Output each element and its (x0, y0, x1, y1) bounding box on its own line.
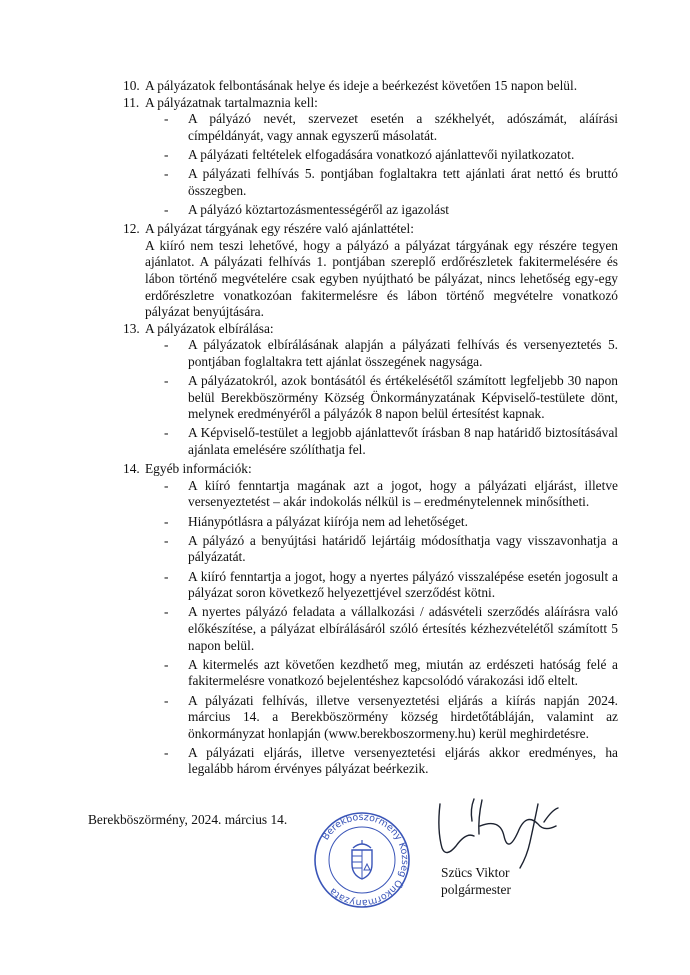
bullet-item (164, 425, 618, 458)
section-13 (123, 321, 618, 459)
section-14 (123, 461, 618, 778)
bullet-text: A pályázó nevét, szervezet esetén a székhelyét, adószámát, aláírási címpéldányát, vagy annak egyszerű másolatát. (188, 111, 618, 143)
section-11 (123, 95, 618, 219)
bullet-text: A Képviselő-testület a legjobb ajánlattevőt írásban 8 nap határidő biztosításával ajánlata emelésére szólíthatja fel. (188, 425, 618, 458)
bullet-text: A pályázatok elbírálásának alapján a pályázati felhívás és versenyeztetés 5. pontjában foglaltakra tett ajánlat összegének nagysága. (188, 337, 618, 369)
dash-bullet-icon: - (164, 201, 169, 217)
bullet-text: A pályázó köztartozásmentességéről az igazolást (188, 201, 450, 217)
dash-bullet-icon: - (164, 532, 169, 548)
section-number: 10. (123, 78, 140, 93)
bullet-text: A kiíró fenntartja magának azt a jogot, hogy a pályázati eljárást, illetve versenyeztetést – akár indokolás nélkül is – eredménytelennek minősítheti. (188, 477, 618, 510)
section-12 (123, 221, 618, 321)
dash-bullet-icon: - (164, 337, 169, 353)
coat-of-arms-icon (352, 840, 372, 879)
section-title: Egyéb információk: (145, 461, 252, 477)
bullet-text: A pályázati feltételek elfogadására vonatkozó ajánlattevői nyilatkozatot. (188, 146, 575, 162)
bullet-item (164, 202, 618, 219)
document-body (123, 78, 618, 781)
bullet-item (164, 657, 618, 690)
dash-bullet-icon: - (164, 425, 169, 441)
bullet-item (164, 533, 618, 566)
dash-bullet-icon: - (164, 477, 169, 493)
bullet-text: A pályázati felhívás, illetve versenyeztetési eljárás a kiírás napján 2024. március 14. a Berekböszörmény község hirdetőtábláján, valamint az önkormányzat honlapján (www.berekboszormeny.hu) kerül meghirdetésre. (188, 692, 618, 741)
section-heading (123, 321, 618, 338)
dash-bullet-icon: - (164, 166, 169, 182)
section-heading (123, 78, 618, 95)
bullet-item (164, 166, 618, 199)
bullet-item (164, 745, 618, 778)
bullet-item (164, 111, 618, 144)
section-number: 12. (123, 221, 140, 237)
bullet-text: A nyertes pályázó feladata a vállalkozási / adásvételi szerződés aláírásra való előkészítése, a pályázat elbírálásáról szóló értesítés kézhezvételétől számított 5 napon belül. (188, 604, 618, 653)
stamp-ring-text: Berekböszörmény Község Önkormányzata (320, 811, 411, 909)
bullet-text: A kiíró fenntartja a jogot, hogy a nyertes pályázó visszalépése esetén jogosult a pályázat soron következő helyezettjével szerződést kötni. (188, 568, 618, 601)
section-title: A pályázatok felbontásának helye és ideje a beérkezést követően 15 napon belül. (145, 78, 578, 93)
official-stamp (312, 810, 412, 910)
bullet-item (164, 147, 618, 164)
place-and-date: Berekböszörmény, 2024. március 14. (88, 812, 288, 827)
bullet-text: A pályázatokról, azok bontásától és értékelésétől számított legfeljebb 30 napon belül Berekböszörmény Község Önkormányzatának Képviselő-testülete dönt, melynek eredményéről a pályázók 8 napon belül értesítést kapnak. (188, 373, 618, 422)
bullet-item (164, 337, 618, 370)
bullet-item (164, 514, 618, 531)
bullet-item (164, 478, 618, 511)
dash-bullet-icon: - (164, 513, 169, 529)
dash-bullet-icon: - (164, 692, 169, 708)
dash-bullet-icon: - (164, 111, 169, 127)
signer-block (441, 864, 511, 898)
bullet-text: A kitermelés azt követően kezdhető meg, miután az erdészeti hatóság felé a fakitermelésre vonatkozó bejelentéshez kapcsolódó várakozási idő eltelt. (188, 656, 618, 689)
section-heading (123, 461, 618, 478)
signer-name: Szücs Viktor (441, 865, 510, 880)
bullet-list (123, 337, 618, 458)
section-title: A pályázatnak tartalmaznia kell: (145, 94, 318, 110)
bullet-text: A pályázati eljárás, illetve versenyeztetési eljárás akkor eredményes, ha legalább három érvényes pályázat beérkezik. (188, 744, 618, 777)
signer-role: polgármester (441, 882, 511, 897)
section-title: A pályázatok elbírálása: (145, 320, 274, 336)
section-heading (123, 95, 618, 112)
bullet-item (164, 604, 618, 654)
bullet-item (164, 373, 618, 423)
bullet-list (123, 478, 618, 778)
section-number: 11. (123, 94, 140, 110)
section-number: 14. (123, 461, 140, 477)
bullet-list (123, 111, 618, 218)
dash-bullet-icon: - (164, 373, 169, 389)
dash-bullet-icon: - (164, 604, 169, 620)
dash-bullet-icon: - (164, 146, 169, 162)
dash-bullet-icon: - (164, 744, 169, 760)
section-paragraph: A kiíró nem teszi lehetővé, hogy a pályázó a pályázat tárgyának egy részére tegyen ajánlatot. A pályázati felhívás 1. pontjában szereplő erdőrészletek fakitermelésére és lábon történő megvételére csak egyben nyújtható be pályázat, nincs lehetőség egy-egy erdőrészletre vonatkozóan fakitermelésre és lábon történő megvételre vonatkozó pályázat benyújtására. (145, 237, 618, 320)
section-title: A pályázat tárgyának egy részére való ajánlattétel: (145, 221, 414, 237)
section-10 (123, 78, 618, 95)
section-heading (123, 221, 618, 238)
bullet-text: A pályázó a benyújtási határidő lejártáig módosíthatja vagy visszavonhatja a pályázatát. (188, 532, 618, 565)
dash-bullet-icon: - (164, 656, 169, 672)
dash-bullet-icon: - (164, 568, 169, 584)
section-number: 13. (123, 320, 140, 336)
handwritten-signature (432, 796, 572, 872)
bullet-item (164, 693, 618, 743)
bullet-text: Hiánypótlásra a pályázat kiírója nem ad lehetőséget. (188, 513, 468, 529)
bullet-text: A pályázati felhívás 5. pontjában foglaltakra tett ajánlati árat nettó és bruttó összegben. (188, 166, 618, 198)
bullet-item (164, 569, 618, 602)
